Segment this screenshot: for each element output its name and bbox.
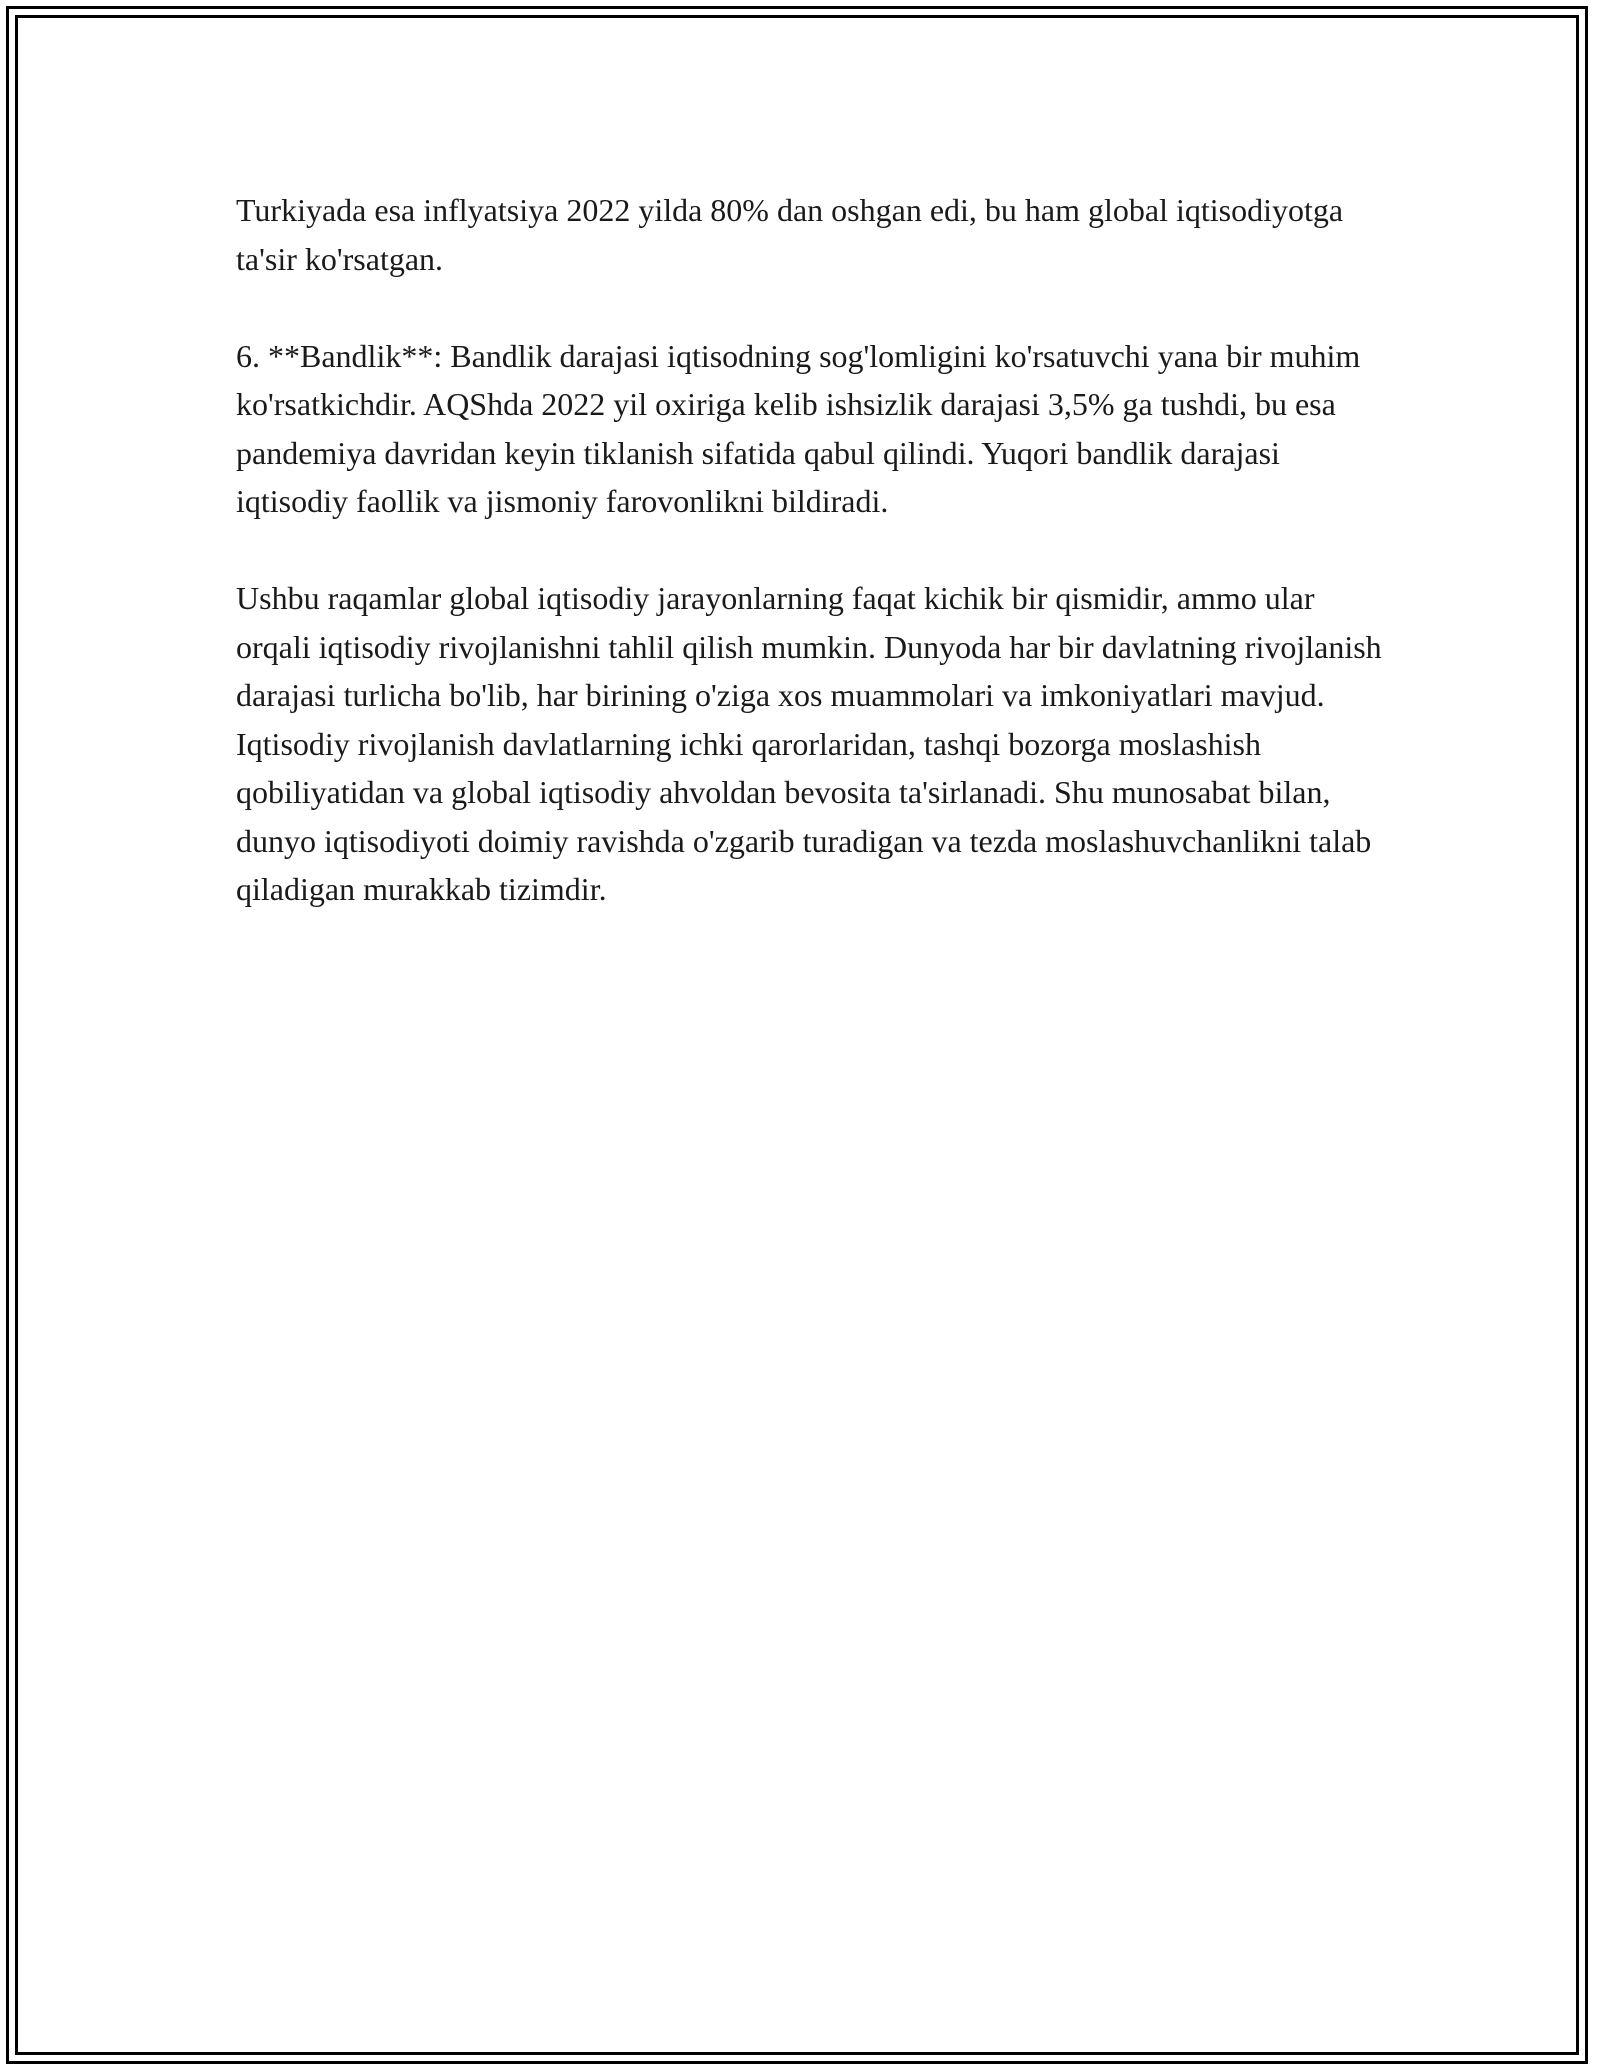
- document-body: [236, 186, 1396, 962]
- paragraph-conclusion: Ushbu raqamlar global iqtisodiy jarayonlarning faqat kichik bir qismidir, ammo ular orqali iqtisodiy rivojlanishni tahlil qilish mumkin. Dunyoda har bir davlatning rivojlanish darajasi turlicha bo'lib, har birining o'ziga xos muammolari va imkoniyatlari mavjud. Iqtisodiy rivojlanish davlatlarning ichki qarorlaridan, tashqi bozorga moslashish qobiliyatidan va global iqtisodiy ahvoldan bevosita ta'sirlanadi. Shu munosabat bilan, dunyo iqtisodiyoti doimiy ravishda o'zgarib turadigan va tezda moslashuvchanlikni talab qiladigan murakkab tizimdir.: [236, 580, 1382, 907]
- paragraph-inflation-turkey: Turkiyada esa inflyatsiya 2022 yilda 80% dan oshgan edi, bu ham global iqtisodiyotga ta'sir ko'rsatgan.: [236, 192, 1344, 277]
- paragraph-employment: 6. **Bandlik**: Bandlik darajasi iqtisodning sog'lomligini ko'rsatuvchi yana bir muhim ko'rsatkichdir. AQShda 2022 yil oxiriga kelib ishsizlik darajasi 3,5% ga tushdi, bu esa pandemiya davridan keyin tiklanish sifatida qabul qilindi. Yuqori bandlik darajasi iqtisodiy faollik va jismoniy farovonlikni bildiradi.: [236, 337, 1361, 519]
